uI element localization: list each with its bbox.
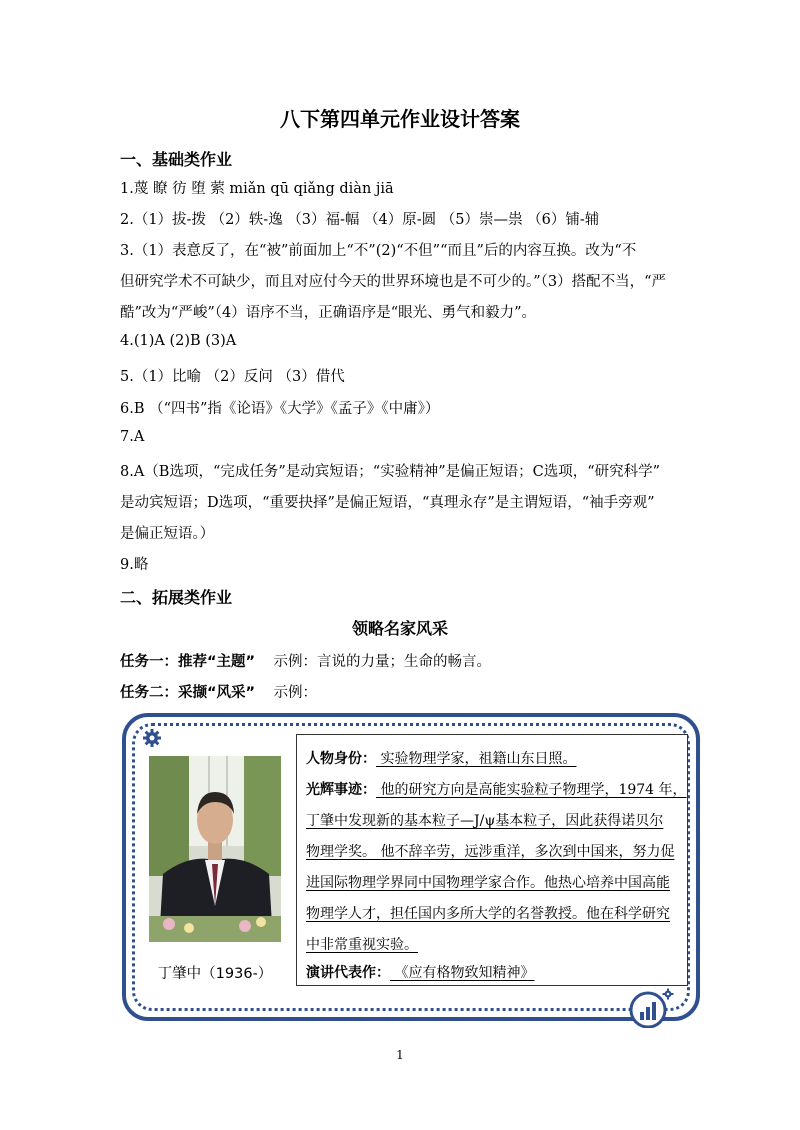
- answer-line: 6.B （“四书”指《论语》《大学》《孟子》《中庸》）: [120, 401, 440, 417]
- answer-line: 3.（1）表意反了，在“被”前面加上“不”(2)“不但”“而且”后的内容互换。改为“不: [120, 243, 637, 259]
- section-heading-extended: 二、拓展类作业: [120, 588, 233, 607]
- speech-value: 《应有格物致知精神》: [390, 965, 535, 981]
- deeds-line: 丁肇中发现新的基本粒子—J/ψ基本粒子，因此获得诺贝尔: [306, 813, 664, 829]
- answer-line: 7.A: [120, 429, 145, 445]
- task-two-text: 示例：: [273, 685, 317, 701]
- deeds-label: 光辉事迹：: [306, 782, 376, 798]
- gear-icon: [142, 728, 162, 748]
- chart-badge-icon: [628, 988, 676, 1028]
- answer-line: 1.蔑 瞭 彷 堕 萦 miǎn qū qiǎng diàn jiā: [120, 181, 394, 197]
- answer-line: 8.A（B选项，“完成任务”是动宾短语；“实验精神”是偏正短语；C选项，“研究科学”: [120, 464, 661, 480]
- deeds-line: 物理学人才，担任国内多所大学的名誉教授。他在科学研究: [306, 906, 670, 922]
- page-title: 八下第四单元作业设计答案: [280, 107, 520, 131]
- photo-caption: 丁肇中（1936-）: [157, 966, 273, 982]
- page-number: 1: [396, 1048, 404, 1062]
- answer-line: 5.（1）比喻 （2）反问 （3）借代: [120, 369, 345, 385]
- answer-line: 酷”改为“严峻”（4）语序不当，正确语序是“眼光、勇气和毅力”。: [120, 305, 537, 321]
- task-two-label: 任务二：采撷“风采”: [120, 685, 256, 701]
- speech-row: [306, 962, 534, 982]
- deeds-line: 物理学奖。 他不辞辛劳，远涉重洋，多次到中国来，努力促: [306, 844, 675, 860]
- answer-line: 4.(1)A (2)B (3)A: [120, 333, 237, 349]
- deeds-row: [306, 779, 687, 799]
- answer-line: 是偏正短语。）: [120, 526, 215, 542]
- deeds-line: 他的研究方向是高能实验粒子物理学，1974 年，: [376, 782, 687, 798]
- section-subtitle: 领略名家风采: [351, 619, 448, 638]
- identity-label: 人物身份：: [306, 751, 376, 767]
- deeds-line: 进国际物理学界同中国物理学家合作。他热心培养中国高能: [306, 875, 670, 891]
- identity-row: [306, 748, 576, 768]
- answer-line: 是动宾短语；D选项，“重要抉择”是偏正短语，“真理永存”是主谓短语，“袖手旁观”: [120, 495, 655, 511]
- deeds-line: 中非常重视实验。: [306, 937, 418, 953]
- speech-label: 演讲代表作：: [306, 965, 390, 981]
- answer-line: 但研究学术不可缺少，而且对应付今天的世界环境也是不可少的。”（3）搭配不当，“严: [120, 274, 667, 290]
- answer-line: 9.略: [120, 557, 149, 573]
- task-two: [120, 681, 317, 702]
- portrait-photo: [149, 756, 281, 942]
- identity-value: 实验物理学家，祖籍山东日照。: [376, 751, 577, 767]
- task-one: [120, 650, 491, 671]
- answer-line: 2.（1）拔-拨 （2）轶-逸 （3）福-幅 （4）原-圆 （5）崇—祟 （6）铺-辅: [120, 212, 600, 228]
- section-heading-basic: 一、基础类作业: [120, 150, 233, 169]
- task-one-text: 示例：言说的力量；生命的畅言。: [273, 654, 491, 670]
- task-one-label: 任务一：推荐“主题”: [120, 654, 256, 670]
